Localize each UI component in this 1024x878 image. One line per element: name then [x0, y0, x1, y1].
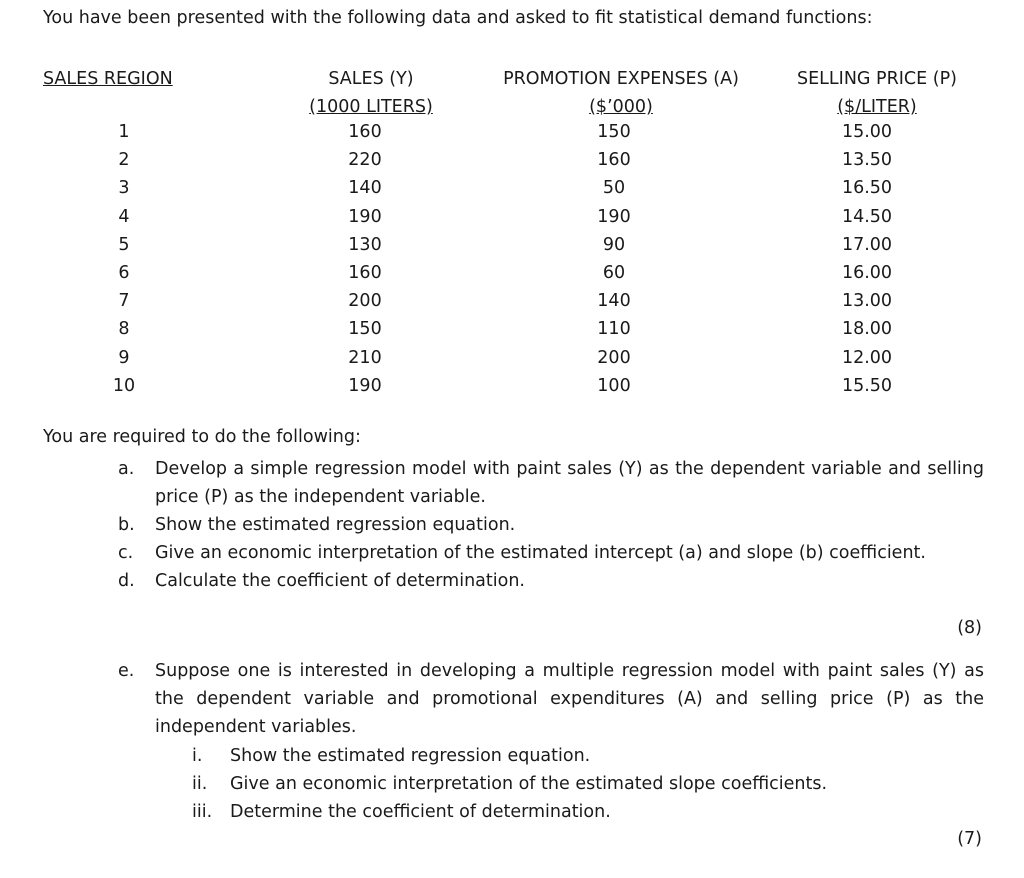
header-price [788, 65, 966, 121]
item-a-label: a. [118, 459, 135, 479]
cell-sales: 140 [348, 178, 382, 199]
table-row [0, 118, 1024, 146]
header-promo-line2: ($’000) [589, 97, 653, 117]
sub-item-iii [192, 798, 972, 826]
header-sales-region: SALES REGION [43, 69, 173, 89]
item-e [118, 657, 988, 741]
sub-item-ii-text: Give an economic interpretation of the estimated slope coefficients. [230, 774, 828, 794]
item-c-text: Give an economic interpretation of the estimated intercept (a) and slope (b) coefficient. [155, 543, 926, 563]
item-b-label: b. [118, 515, 135, 535]
item-d-label: d. [118, 571, 135, 591]
cell-region: 4 [118, 206, 130, 227]
item-a [118, 455, 988, 511]
sub-item-i [192, 742, 972, 770]
cell-region: 1 [118, 122, 130, 142]
header-price-line1: SELLING PRICE (P) [797, 69, 957, 89]
sub-item-iii-text: Determine the coefficient of determination. [230, 802, 611, 822]
cell-price: 17.00 [841, 234, 893, 255]
cell-sales: 220 [348, 150, 382, 171]
table-row [0, 174, 1024, 202]
item-c [118, 539, 988, 567]
cell-price: 12.00 [841, 347, 893, 368]
cell-promotion: 100 [597, 375, 631, 396]
cell-promotion: 60 [602, 263, 626, 283]
cell-promotion: 90 [602, 234, 626, 255]
cell-sales: 130 [348, 234, 382, 255]
cell-price: 16.50 [841, 178, 893, 199]
item-d-text: Calculate the coefficient of determination. [155, 571, 525, 591]
table-row [0, 146, 1024, 174]
header-promo-line1: PROMOTION EXPENSES (A) [503, 69, 739, 89]
item-b [118, 511, 988, 539]
item-e-text: Suppose one is interested in developing a multiple regression model with paint sales (Y) as the dependent variable and promotional expenditures (A) and selling price (P) as the independent variables. [155, 661, 984, 738]
cell-promotion: 50 [602, 178, 626, 199]
cell-region: 6 [118, 263, 130, 283]
header-promotion [492, 65, 750, 121]
cell-sales: 190 [348, 375, 382, 396]
cell-price: 18.00 [841, 319, 893, 340]
header-sales-line2: (1000 LITERS) [309, 97, 433, 117]
table-row [0, 231, 1024, 259]
cell-price: 13.00 [841, 291, 893, 312]
cell-promotion: 110 [597, 319, 631, 340]
cell-region: 2 [118, 150, 130, 171]
cell-sales: 200 [348, 291, 382, 312]
cell-sales: 160 [348, 122, 382, 142]
table-row [0, 259, 1024, 287]
item-c-label: c. [118, 543, 134, 563]
cell-region: 7 [118, 291, 130, 312]
cell-region: 8 [118, 319, 130, 340]
sub-item-ii [192, 770, 972, 798]
sub-item-ii-label: ii. [192, 774, 208, 794]
cell-promotion: 150 [597, 122, 631, 142]
item-d [118, 567, 988, 595]
cell-sales: 160 [348, 263, 382, 283]
header-sales [303, 65, 439, 121]
marks-7: (7) [957, 829, 982, 849]
cell-region: 9 [118, 347, 130, 368]
cell-price: 14.50 [841, 206, 893, 227]
item-b-text: Show the estimated regression equation. [155, 515, 516, 535]
cell-sales: 210 [348, 347, 382, 368]
cell-price: 15.00 [841, 122, 893, 142]
intro-text: You have been presented with the following data and asked to fit statistical demand functions: [43, 8, 873, 28]
cell-sales: 150 [348, 319, 382, 340]
cell-promotion: 160 [597, 150, 631, 171]
header-price-line2: ($/LITER) [837, 97, 917, 117]
table-row [0, 287, 1024, 315]
cell-price: 15.50 [841, 375, 893, 396]
cell-price: 16.00 [841, 263, 893, 283]
sub-item-i-label: i. [192, 746, 203, 766]
sub-item-iii-label: iii. [192, 802, 213, 822]
header-sales-line1: SALES (Y) [328, 69, 414, 89]
item-a-text: Develop a simple regression model with paint sales (Y) as the dependent variable and selling price (P) as the independent variable. [155, 459, 984, 508]
cell-price: 13.50 [841, 150, 893, 171]
marks-8: (8) [957, 618, 982, 638]
cell-promotion: 190 [597, 206, 631, 227]
item-e-label: e. [118, 661, 135, 681]
cell-region: 3 [118, 178, 130, 199]
requirements-intro: You are required to do the following: [43, 427, 361, 447]
table-row [0, 315, 1024, 343]
cell-sales: 190 [348, 206, 382, 227]
table-row [0, 344, 1024, 372]
cell-promotion: 200 [597, 347, 631, 368]
table-row [0, 203, 1024, 231]
cell-region: 5 [118, 234, 130, 255]
table-row [0, 372, 1024, 400]
sub-item-i-text: Show the estimated regression equation. [230, 746, 591, 766]
cell-promotion: 140 [597, 291, 631, 312]
cell-region: 10 [112, 375, 136, 396]
